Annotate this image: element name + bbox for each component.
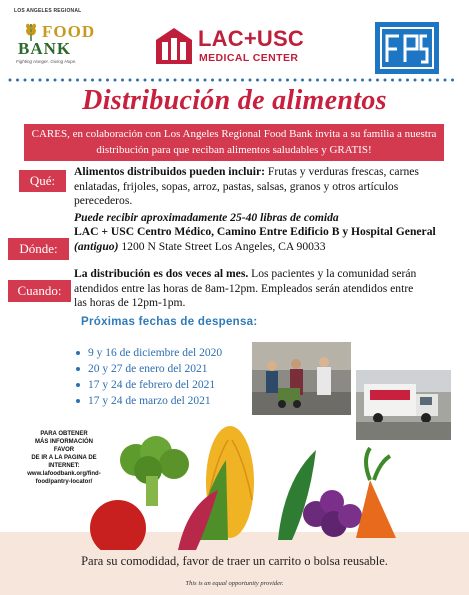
foodbank-word-food: FOOD (42, 22, 96, 41)
cuando-text (74, 267, 454, 311)
donde-antiguo: (antiguo) (74, 239, 119, 253)
dotted-divider (8, 77, 461, 83)
donde-label: Dónde: (8, 238, 69, 260)
hospital-building-icon (152, 26, 196, 66)
cuando-line3: las horas de 12pm-1pm. (74, 296, 186, 309)
info-line: MÁS INFORMACIÓN (35, 439, 93, 445)
foodbank-tagline: Fighting Hunger. Giving Hope. (16, 59, 77, 64)
date-item: 9 y 16 de diciembre del 2020 (74, 345, 254, 361)
info-line: DE IR A LA PAGINA DE (31, 455, 97, 461)
donde-address: 1200 N State Street Los Angeles, CA 90033 (118, 239, 326, 253)
que-line1: Frutas y verduras frescas, carnes (265, 165, 419, 178)
que-label: Qué: (19, 170, 66, 192)
vegetables-illustration (78, 420, 413, 550)
fechas-title: Próximas fechas de despensa: (81, 316, 258, 328)
date-item: 17 y 24 de marzo del 2021 (74, 393, 254, 409)
equal-opportunity-note: This is an equal opportunity provider. (185, 580, 284, 587)
lac-usc-subtitle: MEDICAL CENTER (199, 52, 299, 64)
cuando-label: Cuando: (8, 280, 71, 302)
bullet-icon (76, 383, 80, 387)
foodbank-word-bank: BANK (18, 39, 72, 58)
date-item: 17 y 24 de febrero del 2021 (74, 377, 254, 393)
cuando-line2: atendidos entre las horas de 8am-12pm. Empleados serán atendidos entre (74, 281, 414, 295)
info-line: INTERNET: (48, 463, 80, 469)
bullet-icon (76, 351, 80, 355)
info-link: food/pantry-locator/ (35, 479, 93, 485)
date-item: 20 y 27 de enero del 2021 (74, 361, 254, 377)
intro-line-2: distribución para que reciban alimentos saludables y GRATIS! (96, 144, 372, 156)
intro-line-1: CARES, en colaboración con Los Angeles Regional Food Bank invita a su familia a nuestra (31, 128, 437, 140)
bottom-message: Para su comodidad, favor de traer un carrito o bolsa reusable. (81, 554, 388, 568)
distribution-photo-people (252, 342, 351, 415)
cuando-lead: La distribución es dos veces al mes. (74, 267, 249, 280)
bullet-icon (76, 367, 80, 371)
page-title: Distribución de alimentos (82, 85, 387, 116)
foodbank-top-text: LOS ANGELES REGIONAL (14, 8, 82, 14)
info-link: www.lafoodbank.org/find- (27, 471, 101, 477)
info-line: FAVOR (53, 447, 75, 453)
donde-text (74, 225, 454, 254)
bullet-icon (76, 399, 80, 403)
foodbank-logo (14, 8, 94, 70)
que-note: Puede recibir aproximadamente 25-40 libras de comida (74, 211, 339, 224)
cuando-line1: Los pacientes y la comunidad serán (248, 267, 417, 280)
que-text (74, 165, 454, 209)
que-lead: Alimentos distribuidos pueden incluir: (74, 165, 266, 178)
intro-banner (24, 124, 444, 161)
lac-usc-name: LAC+USC (198, 26, 304, 51)
info-line: PARA OBTENER (40, 431, 88, 437)
cares-logo (375, 22, 439, 74)
lac-usc-logo (152, 26, 326, 66)
donde-line1: LAC + USC Centro Médico, Camino Entre Edificio B y Hospital General (74, 225, 436, 238)
que-line2: enlatadas, frijoles, sopas, arroz, pastas, salsas, granos y otros artículos (74, 179, 399, 193)
dates-list (74, 345, 254, 409)
que-line3: perecederos. (74, 194, 133, 207)
